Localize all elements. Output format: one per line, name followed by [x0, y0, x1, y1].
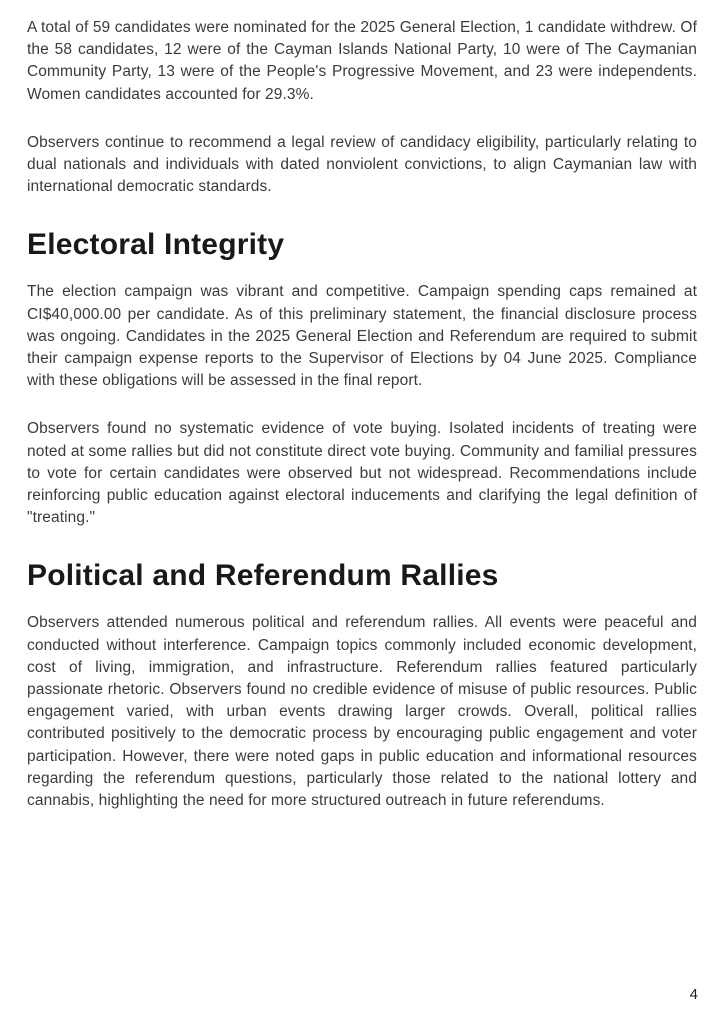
paragraph-campaign-finance: The election campaign was vibrant and competitive. Campaign spending caps remained at CI$40,000.00 per candidate. As of this preliminary statement, the financial disclosure process was ongoing. Candidates in the 2025 General Election and Referendum are required to submit their campaign expense reports to the Supervisor of Elections by 04 June 2025. Compliance with these obligations will be assessed in the final report.	[27, 283, 697, 390]
paragraph-vote-buying: Observers found no systematic evidence of vote buying. Isolated incidents of treating were noted at some rallies but did not constitute direct vote buying. Community and familial pressures to vote for certain candidates were observed but not widespread. Recommendations include reinforcing public education against electoral inducements and clarifying the legal definition of "treating."	[27, 420, 697, 527]
paragraph-rallies-overview: Observers attended numerous political and referendum rallies. All events were peaceful and conducted without interference. Campaign topics commonly included economic development, cost of living, immigration, and infrastructure. Referendum rallies featured particularly passionate rhetoric. Observers found no credible evidence of misuse of public resources. Public engagement varied, with urban events drawing larger crowds. Overall, political rallies contributed positively to the democratic process by encouraging public engagement and voter participation. However, there were noted gaps in public education and informational resources regarding the referendum questions, particularly those related to the national lottery and cannabis, highlighting the need for more structured outreach in future referendums.	[27, 614, 697, 810]
paragraph-candidate-nominations: A total of 59 candidates were nominated for the 2025 General Election, 1 candidate withdrew. Of the 58 candidates, 12 were of the Cayman Islands National Party, 10 were of The Caymanian Community Party, 13 were of the People's Progressive Movement, and 23 were independents. Women candidates accounted for 29.3%.	[27, 19, 697, 103]
paragraph-candidacy-eligibility: Observers continue to recommend a legal review of candidacy eligibility, particularly relating to dual nationals and individuals with dated nonviolent convictions, to align Caymanian law with international democratic standards.	[27, 133, 697, 196]
page-number: 4	[689, 986, 698, 1003]
heading-political-referendum-rallies: Political and Referendum Rallies	[27, 559, 499, 593]
heading-electoral-integrity: Electoral Integrity	[27, 228, 285, 262]
